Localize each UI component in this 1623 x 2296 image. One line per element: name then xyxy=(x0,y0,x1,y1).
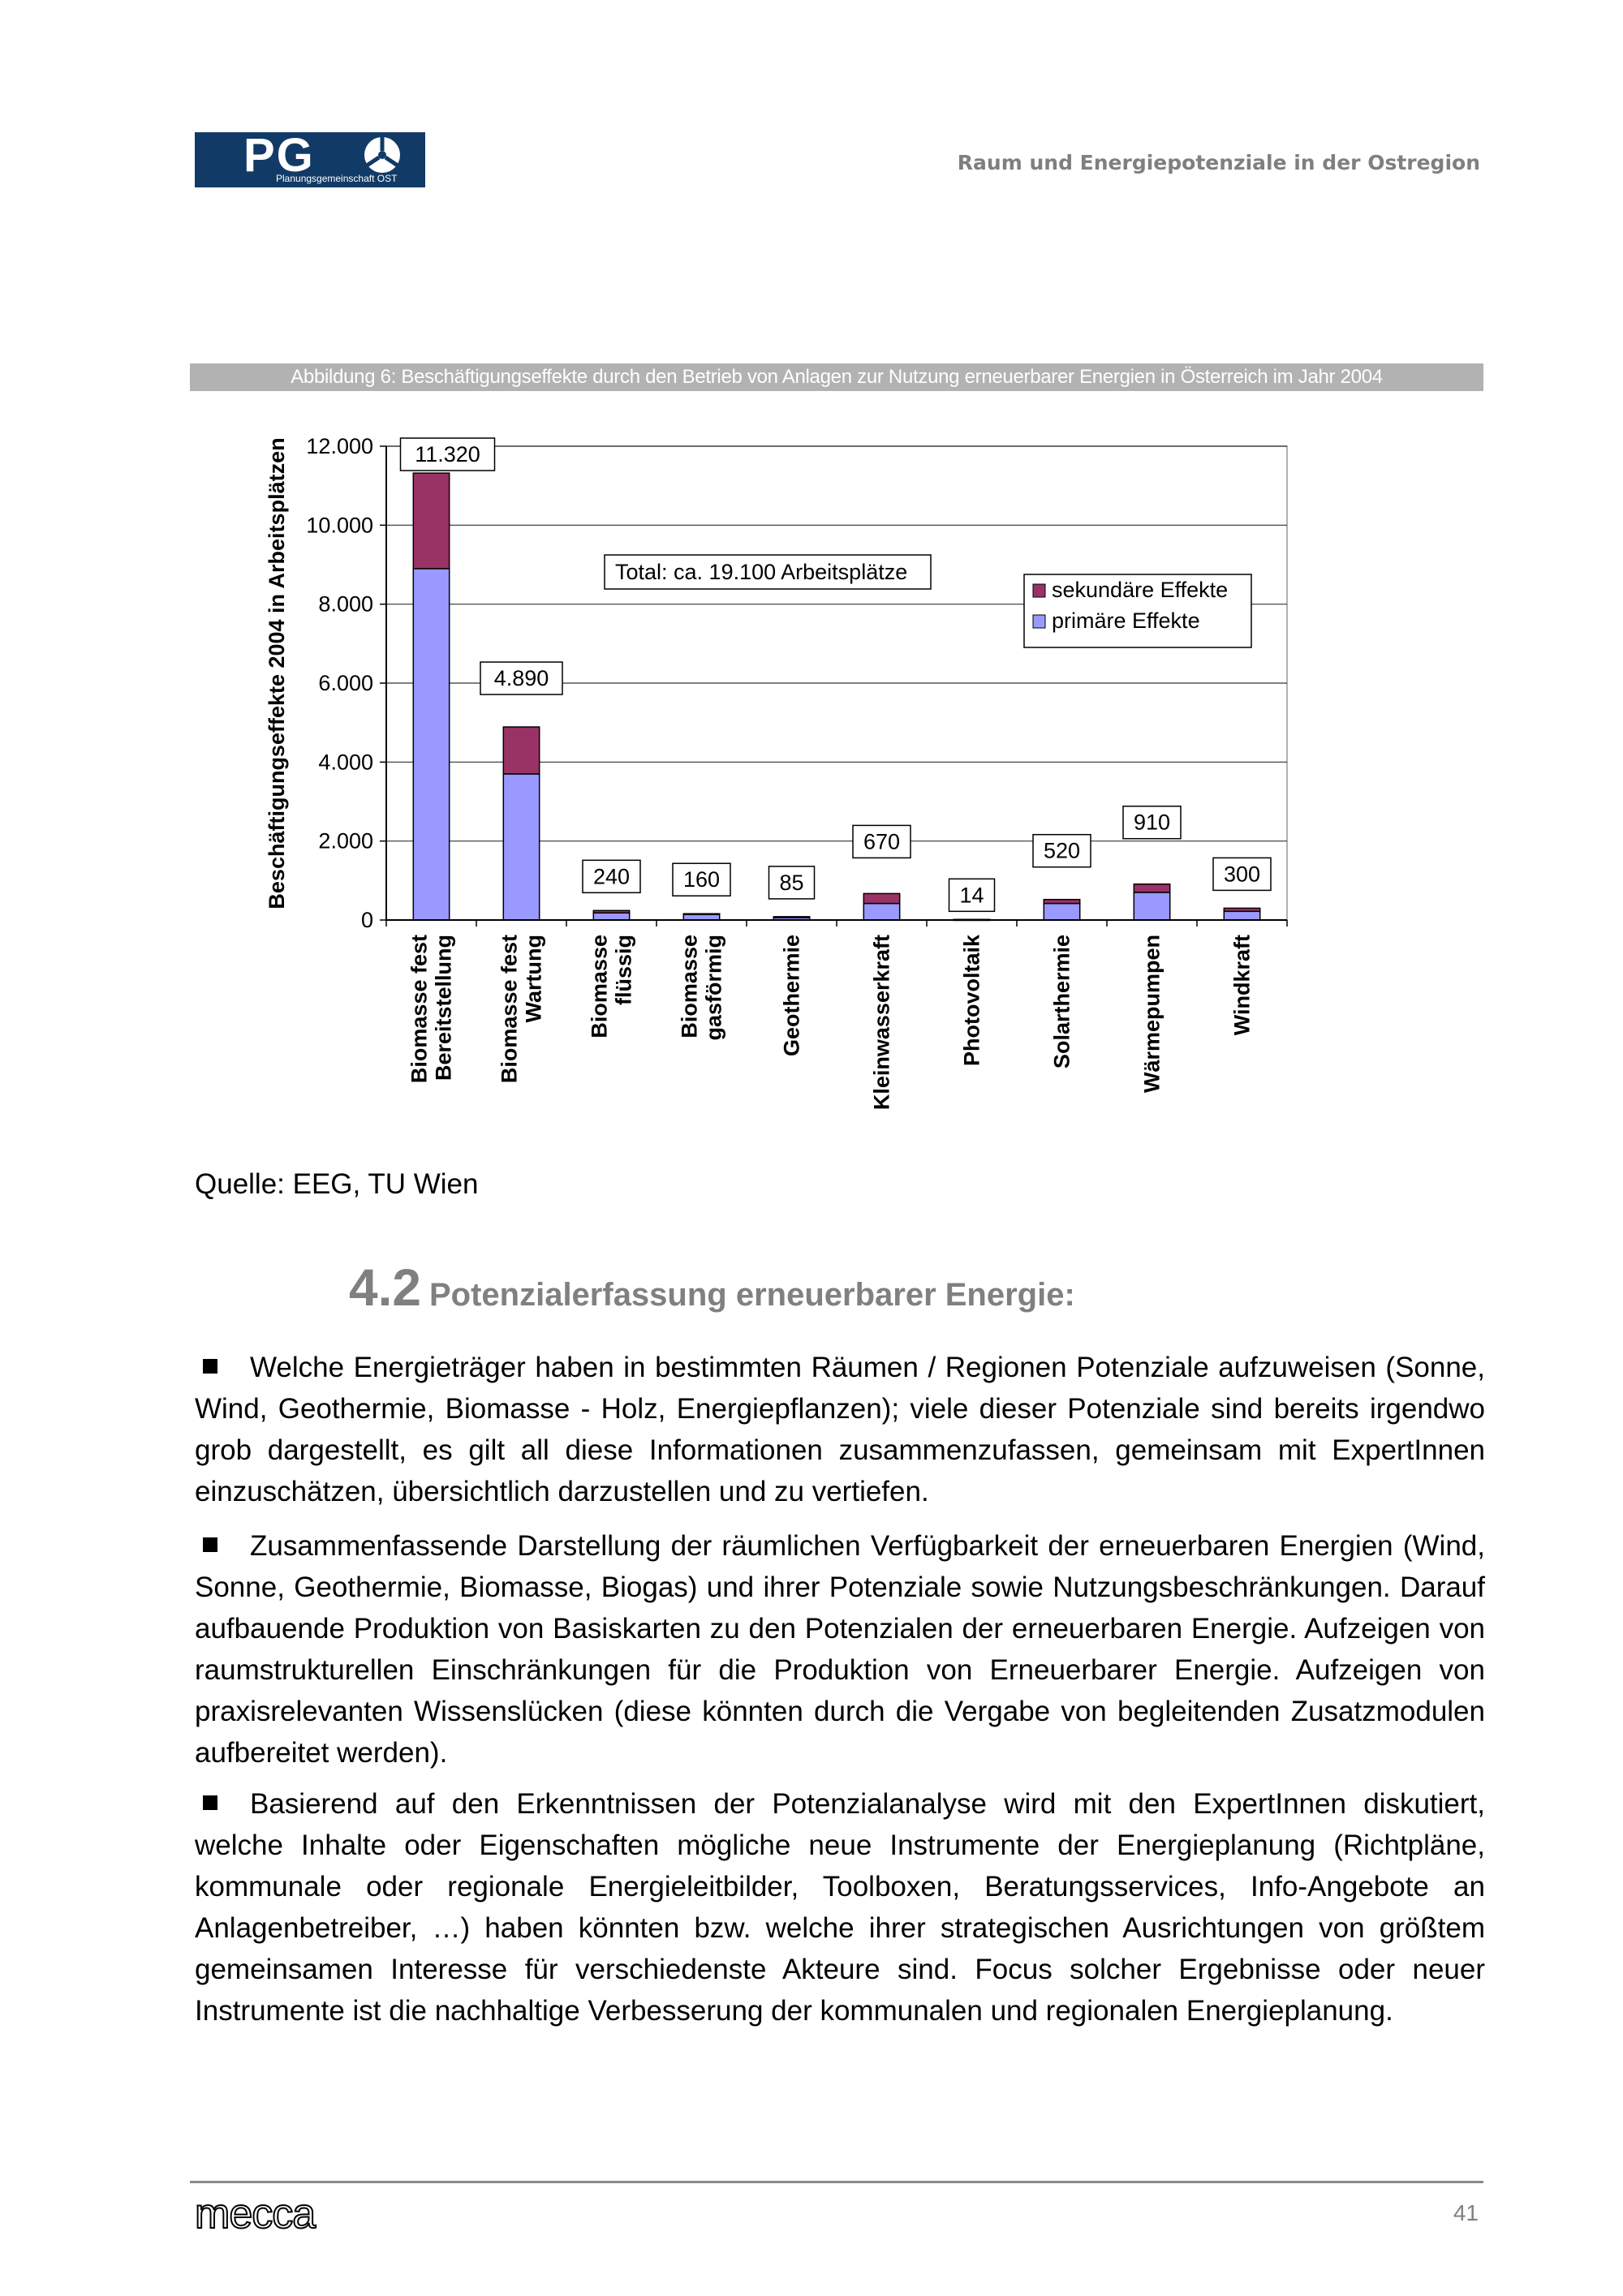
total-data-label xyxy=(401,438,495,471)
data-label-value: 14 xyxy=(959,883,984,908)
square-bullet-icon xyxy=(203,1795,217,1810)
bar-segment-primary xyxy=(1044,904,1079,920)
x-category-label-line: Biomasse fest xyxy=(497,935,522,1084)
bar-segment-secondary xyxy=(1134,884,1169,892)
bullet-paragraph xyxy=(195,1525,1485,1774)
y-tick-label: 0 xyxy=(360,908,373,932)
figure-source: Quelle: EEG, TU Wien xyxy=(195,1168,479,1200)
x-category-label-line: Wartung xyxy=(521,935,546,1023)
x-category-label xyxy=(588,935,636,1038)
paragraph-text: Basierend auf den Erkenntnissen der Potenzialanalyse wird mit den ExpertInnen diskutiert, welche Inhalte oder Eigenschaften mögliche neue Instrumente der Energieplanung (Richtpläne, kommunale oder regionale Energieleitbilder, Toolboxen, Beratungsservices, Info-Angebote an Anlagenbetreiber, …) haben könnten bzw. welche ihrer strategischen Ausrichtungen von größtem gemeinsamen Interesse für verschiedenste Akteure sind. Focus solcher Ergebnisse oder neuer Instrumente ist die nachhaltige Verbesserung der kommunalen und regionalen Energieplanung. xyxy=(195,1788,1485,2027)
data-label-value: 85 xyxy=(779,870,804,895)
total-data-label xyxy=(1213,858,1271,890)
x-category-label-line: Kleinwasserkraft xyxy=(869,935,894,1111)
x-category-label-line: Geothermie xyxy=(779,935,804,1057)
mecca-logo xyxy=(193,2191,372,2239)
bar-segment-secondary xyxy=(503,727,539,774)
data-label-value: 4.890 xyxy=(493,666,549,691)
figure-caption: Abbildung 6: Beschäftigungseffekte durch den Betrieb von Anlagen zur Nutzung erneuerbarer Energien in Österreich im Jahr 2004 xyxy=(190,363,1483,391)
x-category-label-line: Photovoltaik xyxy=(959,935,984,1067)
x-category-label xyxy=(870,935,894,1110)
x-category-label-line: gasförmig xyxy=(701,935,726,1041)
x-category-label xyxy=(407,935,456,1083)
bar-segment-primary xyxy=(863,904,899,920)
bar-segment-primary xyxy=(593,913,629,920)
y-axis-label: Beschäftigungseffekte 2004 in Arbeitsplätzen xyxy=(265,437,289,909)
logo-subtitle: Planungsgemeinschaft OST xyxy=(276,173,398,184)
paragraph-text: Zusammenfassende Darstellung der räumlichen Verfügbarkeit der erneuerbaren Energien (Wind, Sonne, Geothermie, Biomasse, Biogas) und ihrer Potenziale sowie Nutzungsbeschränkungen. Darauf aufbauende Produktion von Basiskarten zu den Potenzialen der erneuerbaren Energie. Aufzeigen von raumstrukturellen Einschränkungen für die Produktion von Erneuerbarer Energie. Aufzeigen von praxisrelevanten Wissenslücken (diese könnten durch die Vergabe von begleitenden Zusatzmodulen aufbereitet werden). xyxy=(195,1530,1485,1769)
total-data-label xyxy=(769,866,815,899)
page-number: 41 xyxy=(1453,2200,1479,2225)
bar-segment-secondary xyxy=(863,893,899,903)
legend-label-secondary: sekundäre Effekte xyxy=(1052,578,1229,602)
footer-divider xyxy=(190,2181,1483,2183)
bullet-paragraph xyxy=(195,1347,1485,1512)
section-heading xyxy=(349,1258,1075,1318)
total-data-label xyxy=(1123,806,1181,839)
bar-segment-primary xyxy=(413,569,449,920)
data-label-value: 240 xyxy=(592,864,631,889)
bar-segment-secondary xyxy=(413,473,449,569)
x-category-label xyxy=(780,935,804,1056)
data-label-value: 160 xyxy=(682,867,721,892)
x-category-label-line: Windkraft xyxy=(1229,935,1255,1036)
axes xyxy=(306,434,1287,1110)
bar-segment-secondary xyxy=(593,910,629,913)
bar-segment-primary xyxy=(503,774,539,920)
data-label-value: 300 xyxy=(1223,862,1261,887)
data-label-value: 670 xyxy=(863,829,901,854)
x-category-label-line: Biomasse xyxy=(677,935,702,1038)
section-title: Potenzialerfassung erneuerbarer Energie: xyxy=(428,1277,1075,1313)
x-category-label xyxy=(1230,935,1255,1035)
section-number: 4.2 xyxy=(349,1258,421,1317)
y-tick-label: 2.000 xyxy=(318,828,373,853)
x-category-label xyxy=(1140,935,1165,1093)
paragraph-text: Welche Energieträger haben in bestimmten Räumen / Regionen Potenziale aufzuweisen (Sonne, Wind, Geothermie, Biomasse - Holz, Energiepflanzen); viele dieser Potenziale sind bereits irgendwo grob dargestellt, es gilt all diese Informationen zusammenzufassen, gemeinsam mit ExpertInnen einzuschätzen, übersichtlich darzustellen und zu vertiefen. xyxy=(195,1352,1485,1507)
data-label-value: 11.320 xyxy=(415,442,480,467)
legend-swatch-secondary xyxy=(1033,584,1045,597)
x-category-label xyxy=(960,934,984,1066)
legend-swatch-primary xyxy=(1033,615,1045,628)
bar-segment-secondary xyxy=(773,917,809,918)
x-category-label-line: Wärmepumpen xyxy=(1139,935,1165,1094)
x-category-label-line: flüssig xyxy=(611,935,636,1006)
x-category-label xyxy=(1050,935,1074,1068)
bars xyxy=(413,473,1259,920)
y-tick-label: 12.000 xyxy=(306,434,373,458)
x-category-label-line: Biomasse fest xyxy=(407,935,432,1084)
total-data-label xyxy=(949,879,995,911)
y-tick-label: 4.000 xyxy=(318,750,373,775)
x-category-label xyxy=(678,935,726,1041)
x-category-label-line: Biomasse xyxy=(587,935,612,1038)
x-category-label-line: Solarthermie xyxy=(1049,935,1074,1069)
document-header-title: Raum und Energiepotenziale in der Ostregion xyxy=(957,151,1480,174)
data-label-value: 910 xyxy=(1133,810,1171,835)
y-tick-label: 10.000 xyxy=(306,513,373,538)
bullet-paragraph xyxy=(195,1783,1485,2032)
total-data-label xyxy=(1033,835,1091,867)
footer-logo-text: mecca xyxy=(195,2191,316,2238)
total-data-label xyxy=(583,860,640,892)
legend xyxy=(1024,574,1251,647)
data-label-value: 520 xyxy=(1043,838,1081,863)
total-annotation-text: Total: ca. 19.100 Arbeitsplätze xyxy=(615,560,908,584)
legend-label-primary: primäre Effekte xyxy=(1052,608,1200,633)
bar-segment-secondary xyxy=(1044,900,1079,904)
x-category-label xyxy=(497,935,546,1083)
logo-text: PG xyxy=(243,129,315,182)
y-tick-label: 8.000 xyxy=(318,591,373,617)
total-data-label xyxy=(480,662,562,694)
square-bullet-icon xyxy=(203,1537,217,1552)
x-category-label-line: Bereitstellung xyxy=(431,935,456,1081)
bar-segment-primary xyxy=(1134,892,1169,920)
total-annotation xyxy=(605,555,931,589)
employment-effects-chart xyxy=(243,422,1315,1136)
total-data-label xyxy=(853,825,911,858)
wheel-logo-icon xyxy=(357,135,407,175)
pgo-logo xyxy=(195,129,425,187)
square-bullet-icon xyxy=(203,1359,217,1374)
y-tick-label: 6.000 xyxy=(318,671,373,695)
bar-segment-primary xyxy=(1224,911,1259,920)
bar-segment-secondary xyxy=(1224,908,1259,911)
total-data-label xyxy=(673,863,730,896)
